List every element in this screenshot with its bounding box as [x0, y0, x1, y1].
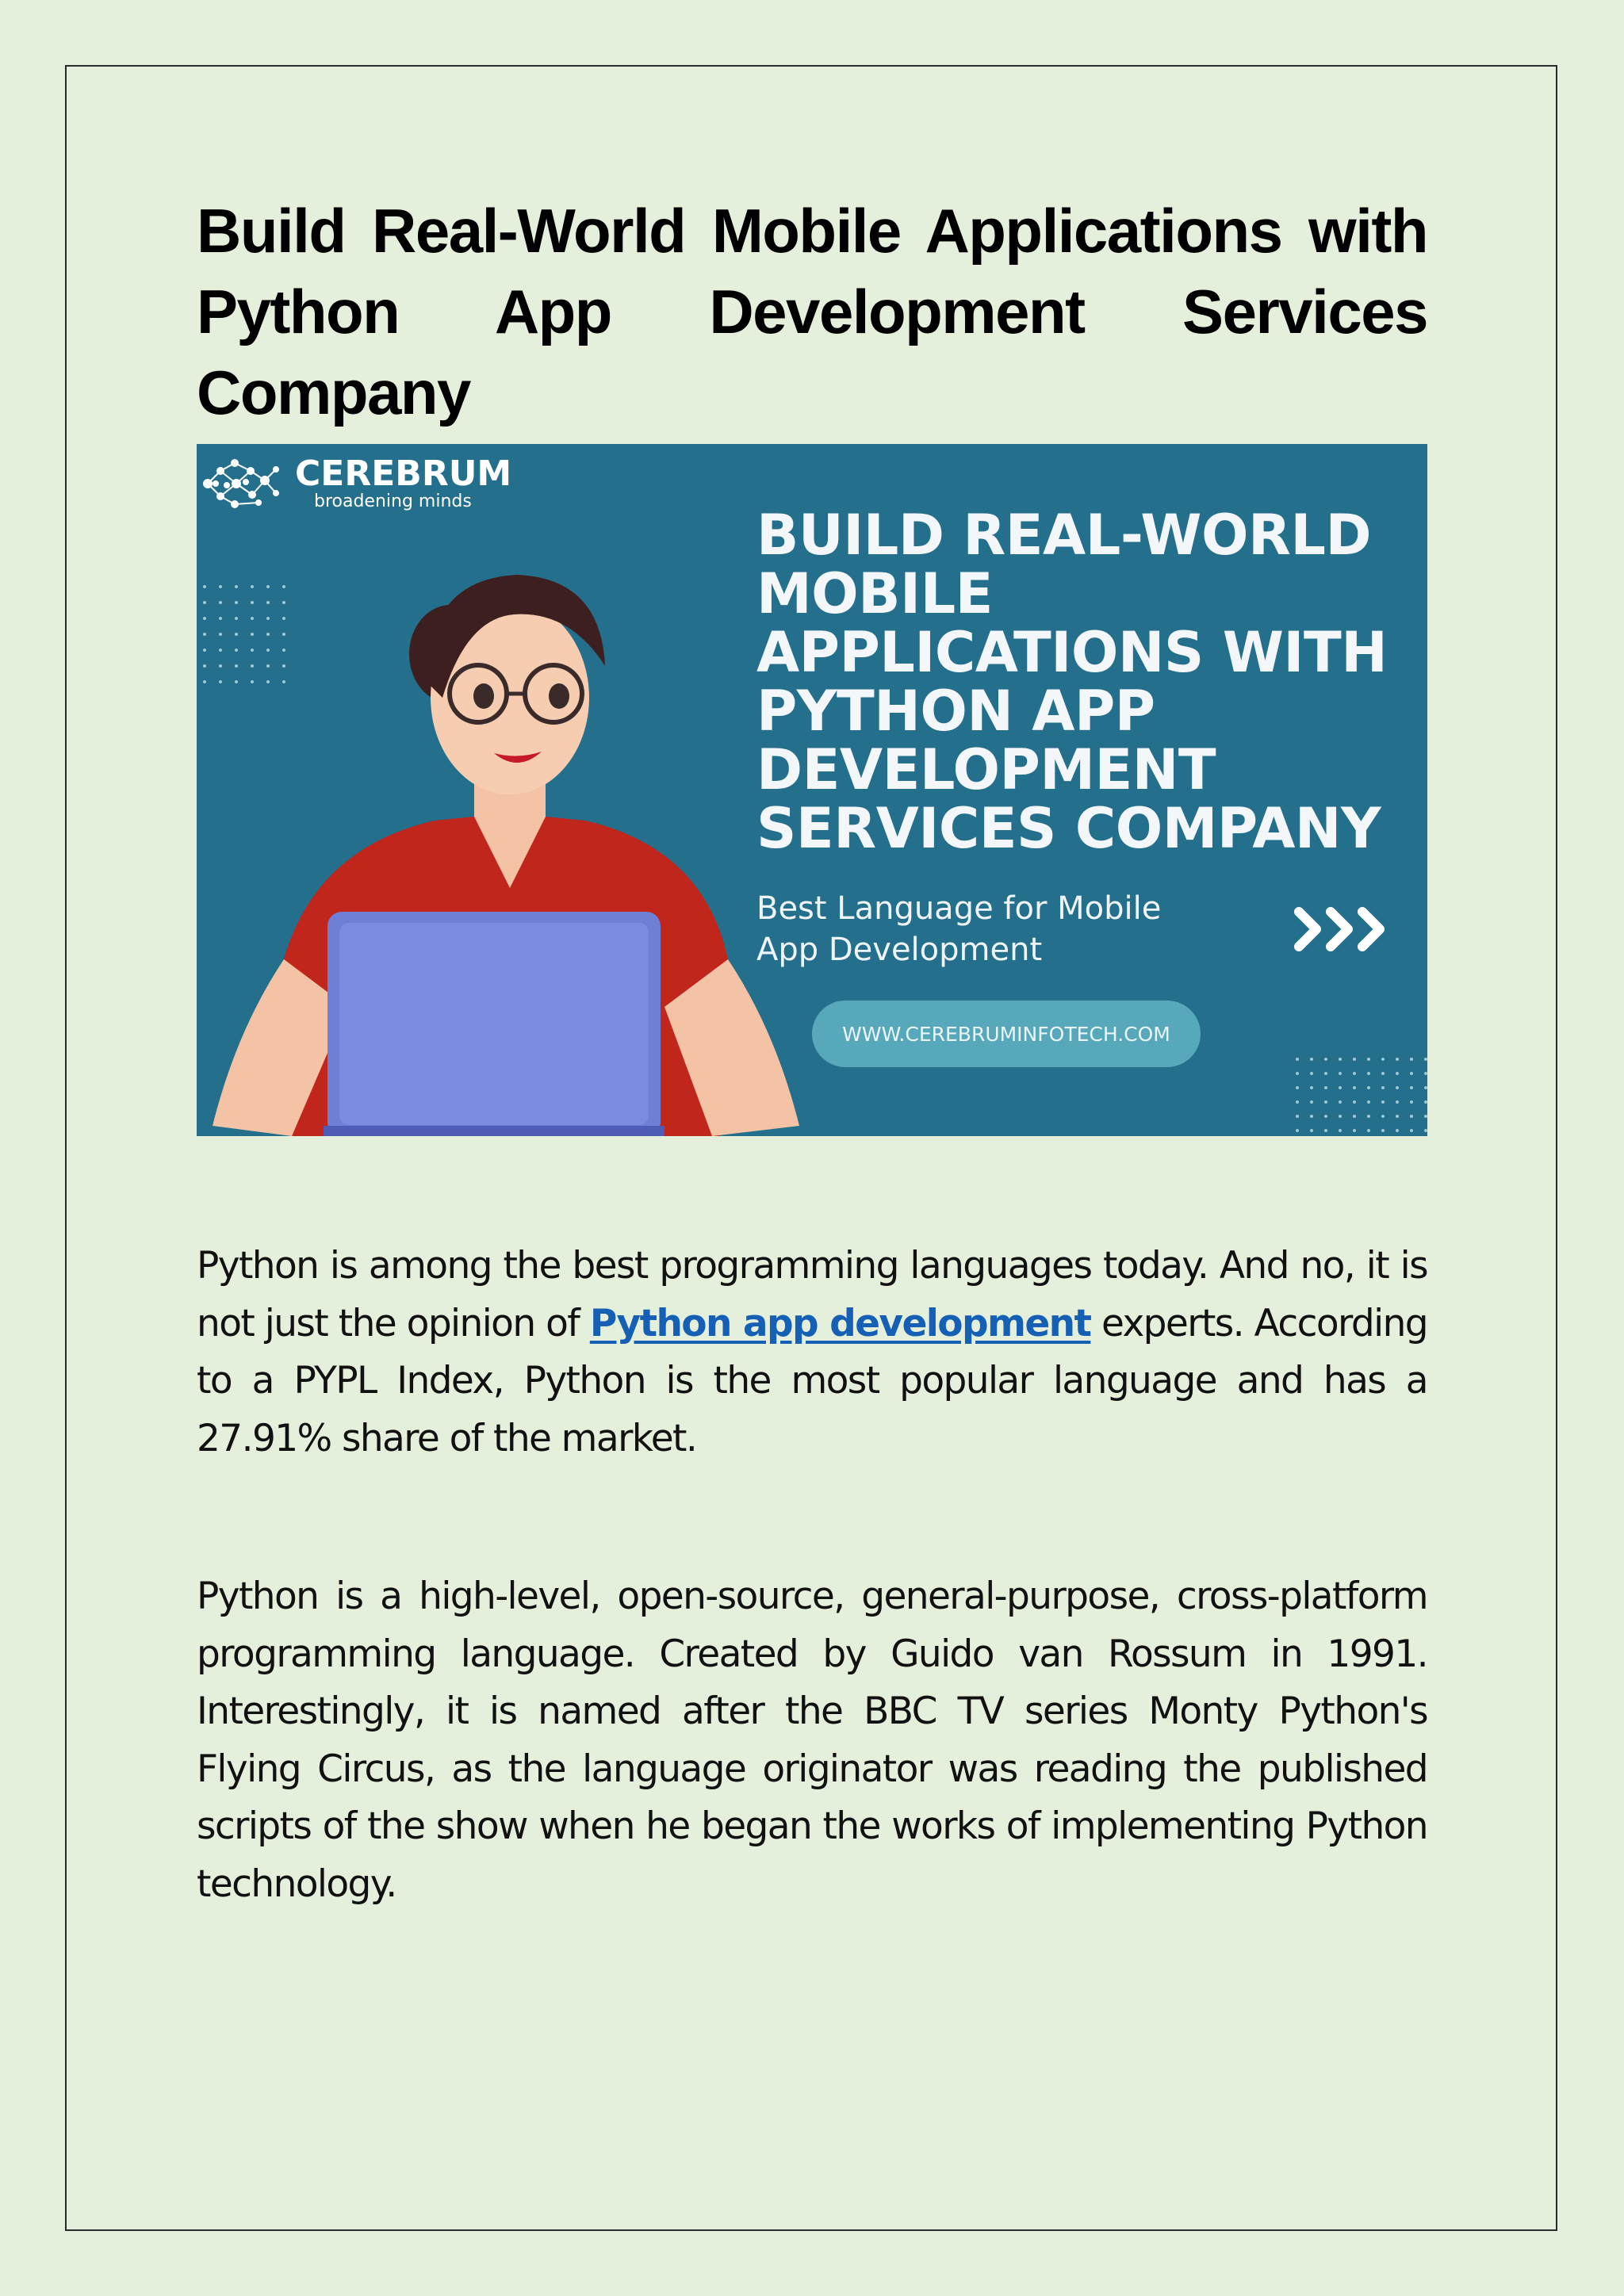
banner-headline-line: DEVELOPMENT	[756, 737, 1216, 802]
python-app-development-link[interactable]: Python app development	[589, 1301, 1091, 1345]
paragraph-intro	[197, 1238, 1427, 1468]
triple-chevron-right-icon	[1291, 904, 1391, 955]
banner-subheading-line: App Development	[756, 932, 1043, 968]
hero-banner	[197, 444, 1427, 1136]
banner-headline-line: PYTHON APP	[756, 679, 1155, 744]
paragraph-history: Python is a high-level, open-source, general-purpose, cross-platform programming language. Created by Guido van Rossum in 1991. Interestingly, it is named after the BBC TV series Monty Python's Flying Circus, as the language originator was reading the published scripts of the show when he began the works of implementing Python technology.	[197, 1575, 1427, 1906]
banner-headline-line: MOBILE	[756, 561, 993, 626]
woman-with-laptop-illustration	[197, 515, 799, 1136]
logo-name: CEREBRUM	[295, 453, 512, 494]
banner-subheading	[756, 888, 1232, 970]
website-url-badge: WWW.CEREBRUMINFOTECH.COM	[812, 1001, 1201, 1067]
dot-grid-decoration	[1294, 1056, 1427, 1135]
banner-headline-line: BUILD REAL-WORLD	[756, 503, 1372, 568]
banner-headline-line: SERVICES COMPANY	[756, 796, 1381, 861]
document-content	[197, 190, 1427, 1913]
paragraph-text: experts. According to a PYPL Index, Python is the most popular language and has a 27.91% share of the market.	[197, 1301, 1427, 1460]
banner-headline-line: APPLICATIONS WITH	[756, 620, 1388, 685]
paragraph-text: Python is among the best programming languages today. And no, it is not just the opinion of	[197, 1244, 1427, 1345]
document-title: Build Real-World Mobile Applications with Python App Development Services Company	[197, 196, 1427, 427]
brain-network-icon	[197, 453, 289, 514]
banner-headline	[756, 503, 1423, 861]
logo-tagline: broadening minds	[314, 492, 472, 511]
banner-subheading-line: Best Language for Mobile	[756, 890, 1162, 927]
cerebrum-logo	[197, 453, 511, 514]
